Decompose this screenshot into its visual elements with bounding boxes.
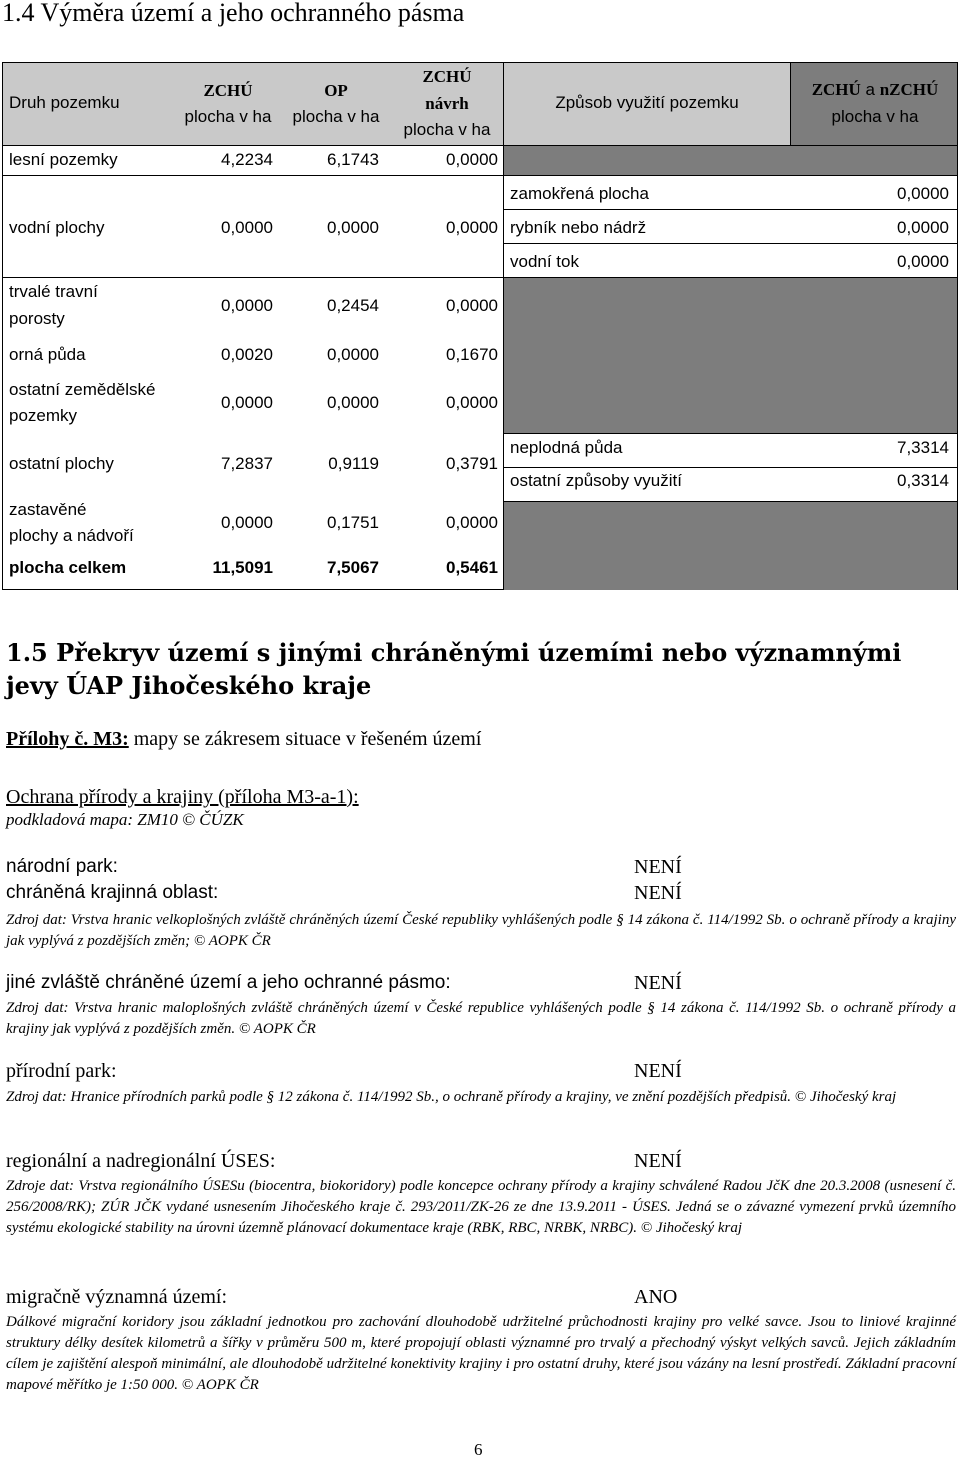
prilohy-label: Přílohy č. M3: — [6, 728, 129, 750]
row-op-orna: 0,0000 — [327, 345, 379, 364]
row-zchu-celkem: 11,5091 — [212, 558, 273, 577]
row-zchu-zastavene: 0,0000 — [221, 513, 273, 532]
table-divider — [3, 277, 957, 278]
grey-fill-top-right — [791, 63, 957, 145]
table-divider — [3, 175, 957, 176]
row-label-zastavene-1: zastavěné — [9, 500, 87, 519]
row-zchu-ostatni: 7,2837 — [221, 454, 273, 473]
prirodni-park-label: přírodní park: — [6, 1060, 117, 1082]
header-zchu-line1: ZCHÚ — [203, 81, 253, 100]
row-label-vodni: vodní plochy — [9, 218, 105, 237]
narodni-park-value: NENÍ — [634, 856, 682, 878]
table-divider — [3, 145, 957, 146]
usage-name-zamokrena: zamokřená plocha — [510, 184, 649, 203]
header-nzchu — [793, 78, 957, 102]
grey-fill-bottom — [504, 501, 957, 590]
table-divider — [504, 209, 957, 210]
migrace-value: ANO — [634, 1286, 678, 1308]
row-label-trvale-1: trvalé travní — [9, 282, 98, 301]
row-zchu-vodni: 0,0000 — [221, 218, 273, 237]
row-navrh-trvale: 0,0000 — [446, 296, 498, 315]
row-op-ostatni: 0,9119 — [328, 454, 379, 473]
row-navrh-lesni: 0,0000 — [446, 150, 498, 169]
usage-value-neplodna: 7,3314 — [897, 438, 949, 457]
page-number: 6 — [474, 1440, 483, 1459]
uses-label: regionální a nadregionální ÚSES: — [6, 1150, 276, 1172]
grey-fill-forest — [504, 145, 957, 175]
usage-name-vodni-tok: vodní tok — [510, 252, 579, 271]
header-druh: Druh pozemku — [9, 93, 120, 112]
grey-fill-middle — [504, 277, 957, 433]
row-navrh-ostatni: 0,3791 — [446, 454, 498, 473]
header-op: OP — [324, 81, 348, 100]
row-op-trvale: 0,2454 — [327, 296, 379, 315]
narodni-park-label: národní park: — [6, 856, 118, 877]
header-navrh-unit: plocha v ha — [403, 120, 491, 139]
zdroj-2: Zdroj dat: Vrstva hranic maloplošných zvláště chráněných území v České republice vyhlášených podle § 14 zákona č. 114/1992 Sb. o ochraně přírody a krajiny jak vyplývá z pozdějších změn. © AOPK ČR — [6, 1000, 956, 1037]
header-zchu-unit: plocha v ha — [184, 107, 272, 126]
row-op-zastavene: 0,1751 — [327, 513, 379, 532]
row-navrh-celkem: 0,5461 — [446, 558, 498, 577]
ochrana-podklad: podkladová mapa: ZM10 © ČÚZK — [6, 810, 244, 829]
header-navrh-2: návrh — [425, 94, 469, 113]
prilohy-text: mapy se zákresem situace v řešeném území — [128, 728, 482, 750]
header-op-unit: plocha v ha — [292, 107, 380, 126]
header-nzchu-unit: plocha v ha — [831, 107, 919, 126]
row-label-ostatni: ostatní plochy — [9, 454, 114, 473]
row-zchu-zemedelske: 0,0000 — [221, 393, 273, 412]
uses-value: NENÍ — [634, 1150, 682, 1172]
table-divider — [503, 63, 504, 590]
cho-value: NENÍ — [634, 882, 682, 904]
row-zchu-orna: 0,0020 — [221, 345, 273, 364]
cho-label: chráněná krajinná oblast: — [6, 882, 219, 903]
table-divider — [504, 433, 957, 434]
row-label-lesni: lesní pozemky — [9, 150, 118, 169]
migrace-label: migračně významná území: — [6, 1286, 228, 1308]
jine-label: jiné zvláště chráněné území a jeho ochranné pásmo: — [6, 972, 451, 993]
row-label-orna: orná půda — [9, 345, 86, 364]
row-navrh-zastavene: 0,0000 — [446, 513, 498, 532]
header-navrh-1: ZCHÚ — [422, 67, 472, 86]
usage-value-rybnik: 0,0000 — [897, 218, 949, 237]
table-divider — [504, 467, 957, 468]
table-divider — [504, 243, 957, 244]
zdroj-4: Zdroje dat: Vrstva regionálního ÚSESu (biocentra, biokoridory) podle koncepce ochrany přírody a krajiny schválené Radou JčK dne 20.3.2008 (usnesení č. 256/2008/RK); ZÚR JČK vydané usnesením Jihočeského kraje č. 293/2011/ZK-26 ze dne 13.9.2011 - ÚSES. Jedná se o závazné vymezení prvků územního systému ekologické stability na úrovni územně plánovací dokumentace kraje (RBK, RBC, NRBK, NRBC). © Jihočeský kraj — [6, 1178, 956, 1236]
header-zpusob: Způsob využití pozemku — [555, 93, 739, 112]
usage-name-ostatni-zpusoby: ostatní způsoby využití — [510, 471, 682, 490]
usage-value-vodni-tok: 0,0000 — [897, 252, 949, 271]
row-label-trvale-2: porosty — [9, 309, 65, 328]
usage-value-zamokrena: 0,0000 — [897, 184, 949, 203]
table-divider — [504, 501, 957, 502]
header-nzchu-b: a — [860, 80, 880, 99]
zdroj-1: Zdroj dat: Vrstva hranic velkoplošných zvláště chráněných území České republiky vyhlášených podle § 14 zákona č. 114/1992 Sb. o ochraně přírody a krajiny jak vyplývá z pozdějších změn; © AOPK ČR — [6, 912, 956, 949]
usage-name-rybnik: rybník nebo nádrž — [510, 218, 647, 237]
row-label-celkem: plocha celkem — [9, 558, 127, 577]
area-table — [2, 62, 958, 590]
row-navrh-zemedelske: 0,0000 — [446, 393, 498, 412]
zdroj-3: Zdroj dat: Hranice přírodních parků podle § 12 zákona č. 114/1992 Sb., o ochraně přírody a krajiny, ve znění pozdějších předpisů. © Jihočeský kraj — [6, 1089, 897, 1105]
row-label-zemedelske-1: ostatní zemědělské — [9, 380, 156, 399]
row-navrh-orna: 0,1670 — [446, 345, 498, 364]
zdroj-5: Dálkové migrační koridory jsou základní jednotkou pro zachování dlouhodobě udržitelné průchodnosti krajiny pro velké savce. Jsou to liniové krajinné struktury délky desítek kilometrů a šířky v průměru 500 m, které propojují oblasti významné pro trvalý a přechodný výskyt velkých savců. Jejich základním cílem je zajištění alespoň minimální, ale dlouhodobě udržitelné konektivity krajiny i pro ostatní druhy, které jsou vázány na lesní prostředí. Základní pracovní mapové měřítko je 1:50 000. © AOPK ČR — [6, 1314, 956, 1393]
row-navrh-vodni: 0,0000 — [446, 218, 498, 237]
jine-value: NENÍ — [634, 972, 682, 994]
prilohy-line — [6, 728, 956, 751]
header-zchu — [173, 79, 283, 103]
header-nzchu-a: ZCHÚ — [811, 80, 861, 99]
row-zchu-lesni: 4,2234 — [221, 150, 273, 169]
table-divider — [790, 63, 791, 145]
row-label-zemedelske-2: pozemky — [9, 406, 78, 425]
section-heading-1-4: 1.4 Výměra území a jeho ochranného pásma — [2, 0, 465, 27]
header-nzchu-c: nZCHÚ — [879, 80, 939, 99]
section-heading-1-5: 1.5 Překryv území s jinými chráněnými územími nebo významnými jevy ÚAP Jihočeského kraje — [6, 638, 902, 700]
row-zchu-trvale: 0,0000 — [221, 296, 273, 315]
usage-name-neplodna: neplodná půda — [510, 438, 623, 457]
row-label-zastavene-2: plochy a nádvoří — [9, 526, 134, 545]
row-op-celkem: 7,5067 — [327, 558, 379, 577]
row-op-zemedelske: 0,0000 — [327, 393, 379, 412]
ochrana-title: Ochrana přírody a krajiny (příloha M3-a-1): — [6, 786, 359, 808]
usage-value-ostatni-zpusoby: 0,3314 — [897, 471, 949, 490]
row-op-lesni: 6,1743 — [327, 150, 379, 169]
row-op-vodni: 0,0000 — [327, 218, 379, 237]
prirodni-park-value: NENÍ — [634, 1060, 682, 1082]
